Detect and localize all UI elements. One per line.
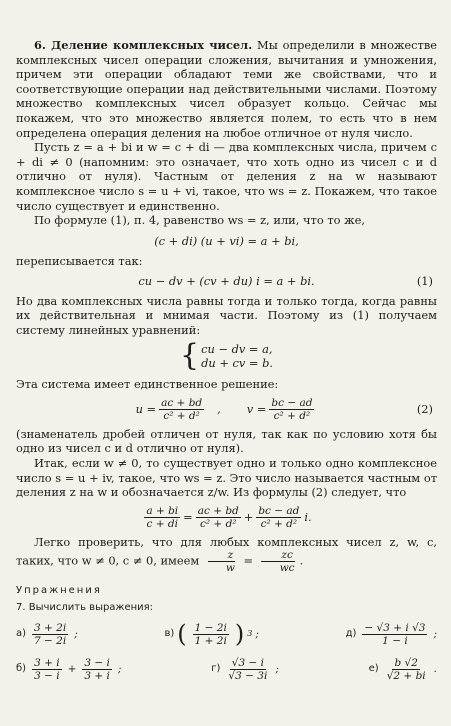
eq2-v-denominator: c² + d²	[273, 409, 311, 422]
exercise-g-numerator: √3 − i	[231, 656, 264, 669]
exercise-v-numerator: 1 − 2i	[194, 621, 227, 634]
system-line-1: cu − dv = a,	[201, 342, 273, 357]
property-equals: =	[243, 553, 254, 568]
exercise-d-fraction	[362, 622, 427, 647]
exercise-b: б) $\frac{3 + i}{3 - i}$ + $\frac{3 - i}{3 + i}$ ;	[16, 656, 122, 682]
property-f2-denominator: wc	[279, 562, 295, 575]
system-line-2: du + cv = b.	[201, 356, 274, 371]
exercise-a-fraction	[32, 622, 68, 647]
exercise-g-fraction	[226, 657, 269, 682]
section-title: 6. Деление комплексных чисел.	[34, 38, 253, 52]
property-fraction-1	[206, 549, 237, 574]
eq2-u-label: u =	[135, 402, 157, 417]
equation-2-number: (2)	[416, 402, 433, 417]
brace-symbol: {	[179, 338, 200, 374]
exercise-e-fraction	[385, 657, 428, 682]
paragraph-rewrite: переписывается так:	[16, 254, 143, 269]
eq2-u-fraction	[159, 397, 204, 422]
equation-2	[16, 397, 437, 422]
eq3-r2-fraction	[256, 505, 301, 530]
exercise-g-label: г)	[211, 662, 221, 674]
left-paren: (	[177, 620, 187, 649]
exercises-heading: Упражнения	[16, 585, 102, 597]
eq3-tail: i.	[304, 510, 312, 525]
exercise-e-numerator: b √2	[394, 656, 418, 669]
equation-1	[16, 274, 437, 289]
exercise-b-numerator-1: 3 + i	[34, 656, 60, 669]
exercise-d-numerator: − √3 + i √3	[364, 621, 426, 634]
eq2-separator: ,	[217, 402, 221, 417]
exercise-b-fraction-1	[32, 657, 62, 682]
property-f2-numerator: zc	[261, 549, 294, 562]
exercise-g: г) $\frac{√3 - i}{√3 - 3i}$ ;	[211, 656, 279, 682]
property-text: Легко проверить, что для любых комплексных чисел z, w, c, таких, что w ≠ 0, c ≠ 0, имеем	[16, 534, 437, 568]
eq3-plus: +	[243, 510, 254, 525]
equation-product: (c + di) (u + vi) = a + bi,	[154, 233, 299, 248]
exercise-d-denominator: 1 − i	[382, 634, 408, 647]
paragraph-formula-ref: По формуле (1), п. 4, равенство ws = z, или, что то же,	[34, 213, 365, 228]
eq2-v-numerator: bc − ad	[271, 396, 313, 409]
paragraph-intro	[16, 38, 437, 140]
exercise-b-numerator-2: 3 − i	[84, 656, 110, 669]
exercise-v-denominator: 1 + 2i	[194, 634, 227, 647]
paragraph-denominator-note: (знаменатель дробей отличен от нуля, так как по условию хотя бы одно из чисел c и d отлично от нуля).	[16, 426, 437, 456]
exercise-v-label: в)	[164, 627, 175, 639]
eq3-r1-numerator: ac + bd	[197, 504, 239, 517]
paragraph-property: Легко проверить, что для любых комплексных чисел z, w, c, таких, что w ≠ 0, c ≠ 0, имеем $\frac{z}{w}$ = $\frac{zc}{wc}$ .	[16, 534, 437, 575]
paragraph-solution: Эта система имеет единственное решение:	[16, 377, 279, 392]
exercise-a: а) $\frac{3 + 2i}{7 - 2i}$ ;	[16, 621, 78, 647]
eq2-u-numerator: ac + bd	[161, 396, 203, 409]
eq2-v-label: v =	[246, 402, 267, 417]
exercise-v-power: 3	[247, 628, 253, 638]
eq3-r2-numerator: bc − ad	[258, 504, 300, 517]
eq3-r1-denominator: c² + d²	[200, 517, 237, 530]
property-fraction-2	[260, 549, 297, 574]
exercise-a-label: а)	[16, 627, 27, 639]
exercise-row-1	[16, 622, 437, 647]
exercises-block	[16, 584, 437, 681]
paragraph-quotient: Итак, если w ≠ 0, то существует одно и только одно комплексное число s = u + iv, такое, что ws = z. Это число называется частным от деления z на w и обозначается z/w. Из формулы (2) следует, что	[16, 456, 437, 500]
eq3-lhs-denominator: c + di	[146, 517, 178, 530]
exercise-b-fraction-2	[82, 657, 112, 682]
exercise-v: в) ( $\frac{1 - 2i}{1 + 2i}$ ) 3 ;	[164, 620, 259, 649]
exercise-a-numerator: 3 + 2i	[34, 621, 67, 634]
eq3-lhs-fraction	[144, 505, 180, 530]
exercise-g-denominator: √3 − 3i	[228, 669, 268, 682]
exercise-b-denominator-1: 3 − i	[34, 669, 60, 682]
equation-3	[16, 505, 437, 530]
exercise-v-fraction	[193, 622, 229, 647]
exercise-b-label: б)	[16, 662, 27, 674]
property-f1-numerator: z	[208, 549, 236, 562]
eq3-r2-denominator: c² + d²	[260, 517, 298, 530]
property-f1-denominator: w	[225, 562, 235, 575]
linear-system	[16, 338, 437, 374]
eq2-u-denominator: c² + d²	[163, 409, 200, 422]
equation-1-body: cu − dv + (cv + du) i = a + bi.	[138, 273, 315, 288]
exercise-e-denominator: √2 + bi	[386, 669, 426, 682]
exercise-row-2	[16, 657, 437, 682]
exercise-e: е) $\frac{b √2}{√2 + bi}$ .	[368, 656, 437, 682]
intro-text: Мы определили в множестве комплексных чисел операции сложения, вычитания и умножения, причем эти операции обладают теми же свойствами, что и соответствующие операции над действительными числами. Поэтому множество комплексных чисел образует кольцо. Сейчас мы покажем, что это множество является полем, то есть что в нем определена операция деления на любое отличное от нуля число.	[16, 38, 438, 140]
exercise-a-denominator: 7 − 2i	[34, 634, 67, 647]
right-paren: )	[234, 620, 245, 649]
exercise-d-label: д)	[345, 627, 357, 639]
eq3-equals: =	[183, 510, 193, 525]
exercises-task: 7. Вычислить выражения:	[16, 602, 154, 614]
eq3-r1-fraction	[196, 505, 241, 530]
eq3-lhs-numerator: a + bi	[146, 504, 179, 517]
equation-1-number: (1)	[416, 273, 433, 288]
paragraph-definition: Пусть z = a + bi и w = c + di — два комплексных числа, причем c + di ≠ 0 (напомним: это означает, что хоть одно из чисел c и d отлично от нуля). Частным от деления z на w называют комплексное число s = u + vi, такое, что ws = z. Покажем, что такое число существует и единственно.	[16, 140, 437, 213]
paragraph-system-intro: Но два комплексных числа равны тогда и только тогда, когда равны их действительная и мнимая части. Поэтому из (1) получаем систему линейных уравнений:	[16, 293, 437, 337]
exercise-b-denominator-2: 3 + i	[84, 669, 110, 682]
eq2-v-fraction	[269, 397, 314, 422]
exercise-e-label: е)	[368, 662, 379, 674]
exercise-d: д) $\frac{- √3 + i √3}{1 - i}$ ;	[345, 621, 437, 647]
